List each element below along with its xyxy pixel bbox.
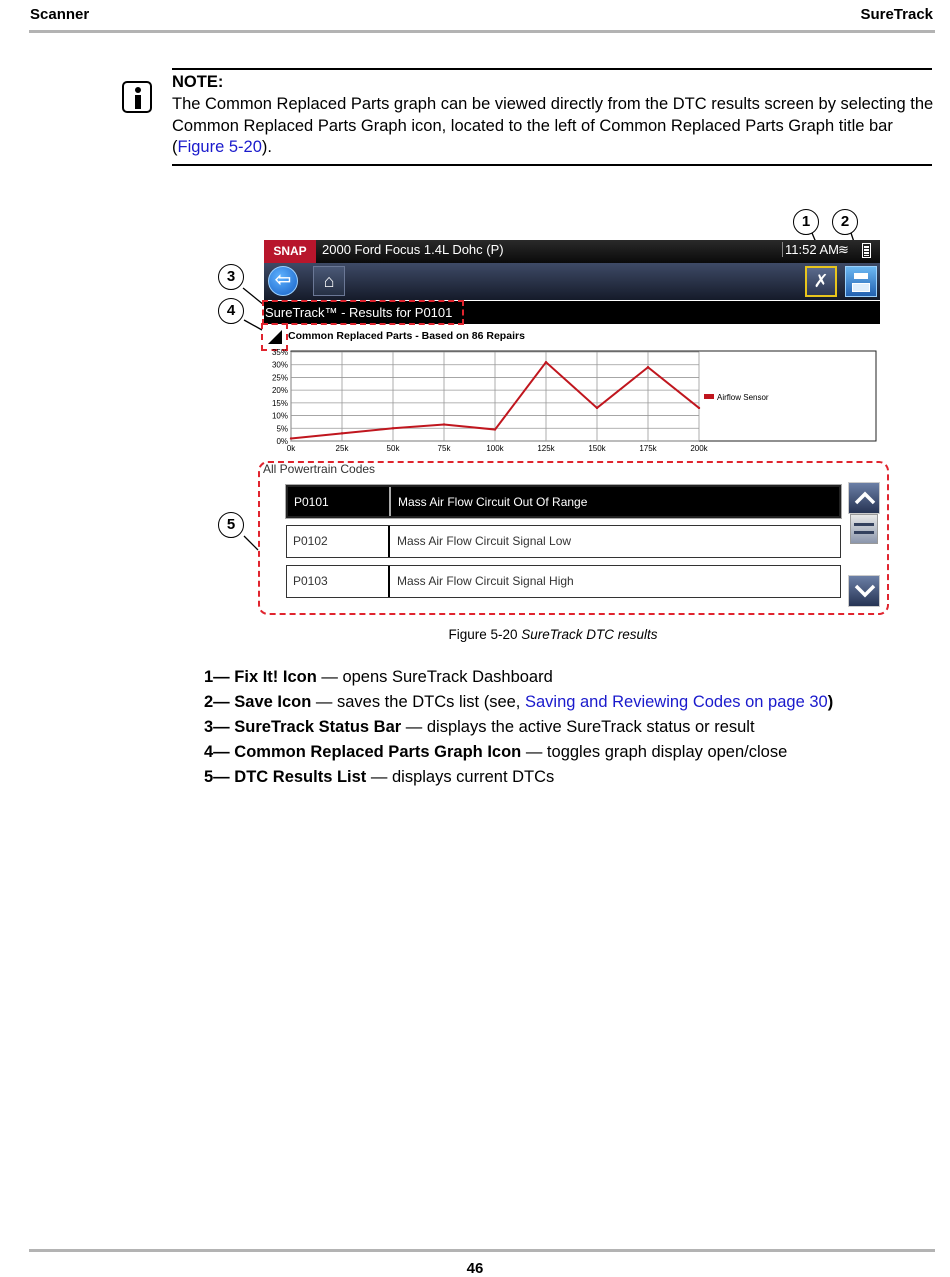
legend-text: — saves the DTCs list (see, (311, 693, 525, 711)
scroll-thumb[interactable] (850, 514, 878, 544)
dtc-code: P0103 (287, 566, 390, 597)
callout-3: 3 (218, 264, 244, 290)
battery-icon (862, 243, 871, 258)
x-tick-label: 75k (437, 444, 451, 453)
figure-number: Figure 5-20 (448, 627, 518, 642)
x-tick-label: 200k (690, 444, 708, 453)
dtc-row-selected[interactable] (286, 485, 841, 518)
x-tick-label: 100k (486, 444, 504, 453)
y-tick-label: 20% (271, 386, 288, 396)
running-header-chapter: SureTrack (860, 6, 933, 23)
data-point (698, 407, 700, 409)
dtc-row[interactable] (286, 565, 841, 598)
legend-name: DTC Results List (234, 768, 367, 786)
fix-it-button[interactable] (805, 266, 837, 297)
x-tick-label: 50k (386, 444, 400, 453)
save-button[interactable] (845, 266, 877, 297)
callout-1: 1 (793, 209, 819, 235)
y-tick-label: 0% (276, 437, 288, 446)
legend-text: — opens SureTrack Dashboard (316, 668, 553, 686)
data-point (341, 432, 343, 434)
home-button[interactable]: ⌂ (313, 266, 345, 296)
page-number: 46 (466, 1260, 484, 1277)
clock: 11:52 AM (782, 242, 839, 257)
scroll-down-button[interactable] (848, 575, 880, 607)
snap-on-logo: SNAP (264, 240, 316, 263)
legend-text: — displays current DTCs (366, 768, 555, 786)
legend-num: 3— (204, 718, 230, 736)
legend-num: 1— (204, 668, 230, 686)
note-title: NOTE: (172, 73, 224, 91)
dtc-code: P0102 (287, 526, 390, 557)
legend-item (204, 765, 833, 790)
legend-text: — displays the active SureTrack status or result (401, 718, 755, 736)
x-tick-label: 175k (639, 444, 657, 453)
legend-num: 2— (204, 693, 230, 711)
scroll-up-button[interactable] (848, 482, 880, 514)
legend-name: Common Replaced Parts Graph Icon (234, 743, 522, 761)
legend-num: 4— (204, 743, 230, 761)
data-point (443, 423, 445, 425)
status-text: SureTrack™ - Results for P0101 (265, 305, 453, 320)
legend-item (204, 665, 833, 690)
data-point (545, 361, 547, 363)
vehicle-id: 2000 Ford Focus 1.4L Dohc (P) (322, 242, 504, 257)
y-tick-label: 15% (271, 398, 288, 408)
note-text: The Common Replaced Parts graph can be viewed directly from the DTC results screen by selecting the Common Replaced Parts Graph icon, located to the left of Common Replaced Parts Graph title bar ( (172, 95, 934, 156)
figure-link[interactable]: Figure 5-20 (177, 138, 262, 156)
device-toolbar (264, 263, 880, 300)
y-tick-label: 25% (271, 373, 288, 383)
legend-item (204, 740, 833, 765)
y-tick-label: 10% (271, 411, 288, 421)
graph-title: Common Replaced Parts - Based on 86 Repairs (288, 330, 525, 342)
chevron-up-icon (853, 488, 877, 508)
y-tick-label: 5% (276, 424, 288, 434)
callout-2: 2 (832, 209, 858, 235)
figure-caption (0, 627, 950, 642)
x-tick-label: 25k (335, 444, 349, 453)
legend-name: Fix It! Icon (234, 668, 317, 686)
dtc-description: Mass Air Flow Circuit Signal Low (397, 534, 572, 548)
x-tick-label: 150k (588, 444, 606, 453)
footer-divider (29, 1249, 935, 1252)
note-text-end: ). (261, 138, 272, 156)
legend-text: — toggles graph display open/close (521, 743, 788, 761)
data-point (392, 427, 394, 429)
legend-item (204, 715, 833, 740)
legend-label: Airflow Sensor (717, 393, 769, 402)
replaced-parts-chart (262, 346, 882, 462)
wrench-icon: ✗ (813, 271, 829, 291)
data-point (596, 407, 598, 409)
callout-5: 5 (218, 512, 244, 538)
data-point (494, 428, 496, 430)
callout-4: 4 (218, 298, 244, 324)
cross-reference-link[interactable]: Saving and Reviewing Codes on page 30 (524, 693, 828, 711)
legend-name: Save Icon (234, 693, 312, 711)
figure-title: SureTrack DTC results (521, 627, 658, 642)
y-tick-label: 30% (271, 360, 288, 370)
back-button[interactable]: ⇦ (268, 266, 298, 296)
dtc-row[interactable] (286, 525, 841, 558)
chevron-down-icon (853, 581, 877, 601)
legend-num: 5— (204, 768, 230, 786)
legend-item (204, 690, 833, 715)
data-point (290, 437, 292, 439)
status-highlight (262, 300, 464, 325)
running-header-section: Scanner (30, 6, 90, 23)
dtc-description: Mass Air Flow Circuit Out Of Range (398, 495, 588, 509)
legend-swatch (704, 394, 714, 399)
wifi-icon: ≋ (838, 242, 849, 257)
y-tick-label: 35% (271, 348, 288, 357)
x-tick-label: 0k (286, 444, 296, 453)
dtc-code: P0101 (288, 487, 391, 516)
dtc-description: Mass Air Flow Circuit Signal High (397, 574, 574, 588)
legend-text-end: ) (827, 693, 834, 711)
dtc-list-label: All Powertrain Codes (263, 462, 376, 476)
legend-name: SureTrack Status Bar (234, 718, 402, 736)
data-point (647, 366, 649, 368)
x-tick-label: 125k (537, 444, 555, 453)
callout-legend (204, 665, 833, 790)
